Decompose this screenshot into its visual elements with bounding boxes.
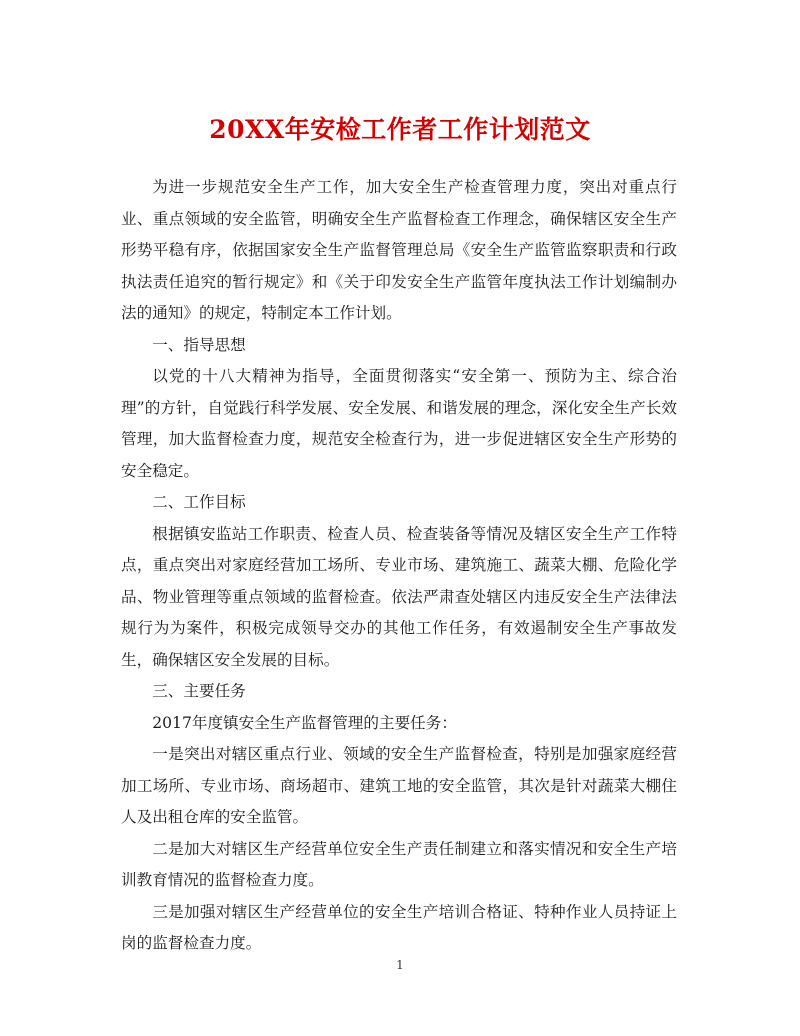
task-paragraph-2: 二是加大对辖区生产经营单位安全生产责任制建立和落实情况和安全生产培训教育情况的监督检查力度。 <box>121 839 677 889</box>
intro-paragraph: 为进一步规范安全生产工作，加大安全生产检查管理力度，突出对重点行业、重点领域的安全监管，明确安全生产监督检查工作理念，确保辖区安全生产形势平稳有序，依据国家安全生产监督管理总局《安全生产监管监察职责和行政执法责任追究的暂行规定》和《关于印发安全生产监管年度执法工作计划编制办法的通知》的规定，特制定本工作计划。 <box>121 178 677 322</box>
document-title: 20XX年安检工作者工作计划范文 <box>209 115 591 144</box>
section-heading-guiding-ideology: 一、指导思想 <box>152 335 246 354</box>
section-heading-main-tasks: 三、主要任务 <box>152 682 246 700</box>
document-body <box>121 172 677 960</box>
section-heading-work-goals: 二、工作目标 <box>152 493 246 511</box>
task-paragraph-3: 三是加强对辖区生产经营单位的安全生产培训合格证、特种作业人员持证上岗的监督检查力度。 <box>121 902 677 952</box>
task-paragraph-1: 一是突出对辖区重点行业、领域的安全生产监督检查，特别是加强家庭经营加工场所、专业市场、商场超市、建筑工地的安全监管，其次是针对蔬菜大棚住人及出租仓库的安全监管。 <box>121 745 677 826</box>
guiding-ideology-paragraph: 以党的十八大精神为指导，全面贯彻落实“安全第一、预防为主、综合治理”的方针，自觉践行科学发展、安全发展、和谐发展的理念，深化安全生产长效管理，加大监督检查力度，规范安全检查行为，进一步促进辖区安全生产形势的安全稳定。 <box>121 367 677 480</box>
main-tasks-intro: 2017年度镇安全生产监督管理的主要任务： <box>152 713 457 732</box>
work-goals-paragraph: 根据镇安监站工作职责、检查人员、检查装备等情况及辖区安全生产工作特点，重点突出对家庭经营加工场所、专业市场、建筑施工、蔬菜大棚、危险化学品、物业管理等重点领域的监督检查。依法严肃查处辖区内违反安全生产法律法规行为为案件，积极完成领导交办的其他工作任务，有效遏制安全生产事故发生，确保辖区安全发展的目标。 <box>121 524 677 669</box>
page-number: 1 <box>396 958 404 972</box>
